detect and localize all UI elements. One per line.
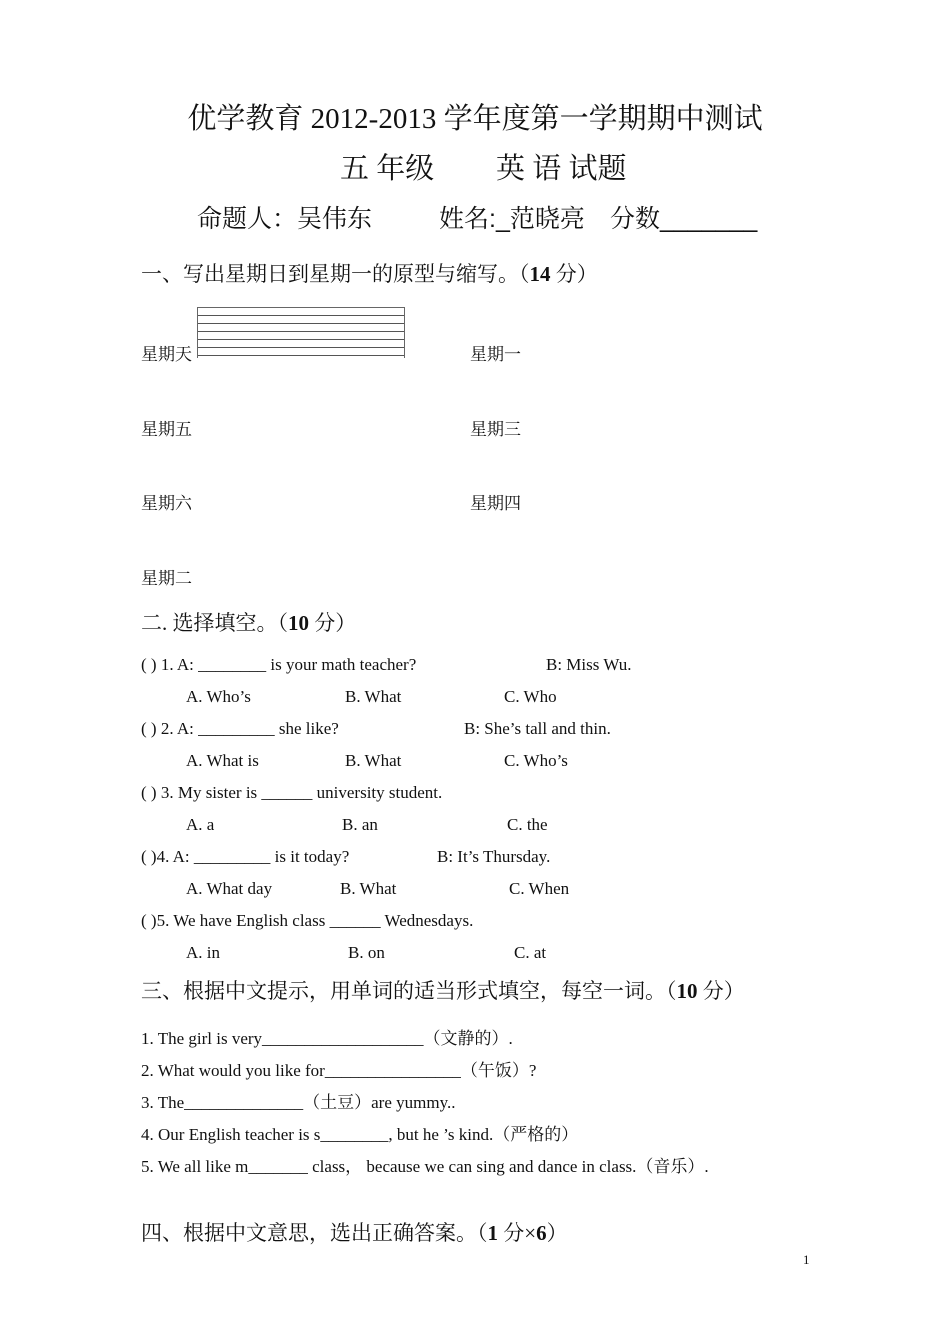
page-number: 1: [803, 1252, 810, 1267]
section2-heading-end: 分）: [309, 611, 357, 635]
question-1: ( ) 1. A: ________ is your math teacher?: [141, 655, 417, 674]
day-sunday: 星期天: [141, 345, 192, 364]
section1-heading-text: 一、写出星期日到星期一的原型与缩写。（: [141, 262, 530, 286]
q5-option-a: A. in: [186, 943, 220, 962]
grade-label: 五 年级: [340, 153, 435, 185]
section1-points: 14: [529, 262, 551, 286]
question-5: ( )5. We have English class ______ Wednesdays.: [141, 911, 474, 930]
question-1-answer: B: Miss Wu.: [546, 655, 632, 674]
q2-option-c: C. Who’s: [504, 751, 568, 770]
section4-points: 1: [487, 1221, 498, 1245]
subject-label: 英 语 试题: [496, 153, 627, 185]
section4-heading: [141, 1217, 568, 1247]
section1-heading-end: 分）: [550, 262, 598, 286]
question-4-answer: B: It’s Thursday.: [437, 847, 551, 866]
section4-heading-end: ）: [546, 1221, 568, 1245]
question-2-answer: B: She’s tall and thin.: [464, 719, 611, 738]
section2-points: 10: [288, 611, 309, 635]
q5-option-c: C. at: [514, 943, 547, 962]
q3-option-c: C. the: [507, 815, 548, 834]
day-wednesday: 星期三: [470, 420, 521, 439]
q4-option-a: A. What day: [186, 879, 273, 898]
q1-option-b: B. What: [345, 687, 402, 706]
section4-points2: 6: [536, 1221, 547, 1245]
q2-option-a: A. What is: [186, 751, 259, 770]
fill-item-1: 1. The girl is very___________________（文静的）.: [141, 1029, 513, 1048]
page-title: 优学教育 2012-2013 学年度第一学期期中测试: [187, 103, 763, 135]
q2-option-b: B. What: [345, 751, 402, 770]
section3-heading: [141, 975, 745, 1005]
section1-heading: [141, 258, 598, 288]
day-tuesday: 星期二: [141, 569, 192, 588]
q4-option-c: C. When: [509, 879, 570, 898]
writing-lines: [197, 307, 405, 358]
section2-heading: [141, 607, 356, 637]
q5-option-b: B. on: [348, 943, 385, 962]
q3-option-a: A. a: [186, 815, 215, 834]
score-field: 分数_______: [610, 205, 758, 233]
fill-item-5: 5. We all like m_______ class， because we can sing and dance in class.（音乐）.: [141, 1157, 709, 1176]
day-saturday: 星期六: [141, 494, 192, 513]
day-monday: 星期一: [470, 345, 521, 364]
day-friday: 星期五: [141, 420, 192, 439]
section3-heading-text: 三、根据中文提示，用单词的适当形式填空，每空一词。（: [141, 979, 677, 1003]
q1-option-c: C. Who: [504, 687, 557, 706]
q4-option-b: B. What: [340, 879, 397, 898]
section4-heading-mid: 分×: [498, 1221, 537, 1245]
question-4: ( )4. A: _________ is it today?: [141, 847, 350, 866]
author-label: 命题人：吴伟东: [197, 205, 373, 233]
day-thursday: 星期四: [470, 494, 521, 513]
question-2: ( ) 2. A: _________ she like?: [141, 719, 339, 738]
fill-item-2: 2. What would you like for________________（午饭）?: [141, 1061, 537, 1080]
fill-item-4: 4. Our English teacher is s________, but he ’s kind.（严格的）: [141, 1125, 579, 1144]
question-3: ( ) 3. My sister is ______ university student.: [141, 783, 443, 802]
student-name: 姓名:_范晓亮: [439, 205, 585, 233]
section4-heading-text: 四、根据中文意思，选出正确答案。（: [141, 1221, 488, 1245]
q3-option-b: B. an: [342, 815, 378, 834]
section3-points: 10: [676, 979, 698, 1003]
section3-heading-end: 分）: [697, 979, 745, 1003]
section2-heading-text: 二. 选择填空。（: [141, 611, 288, 635]
fill-item-3: 3. The______________（土豆）are yummy..: [141, 1093, 456, 1112]
q1-option-a: A. Who’s: [186, 687, 251, 706]
